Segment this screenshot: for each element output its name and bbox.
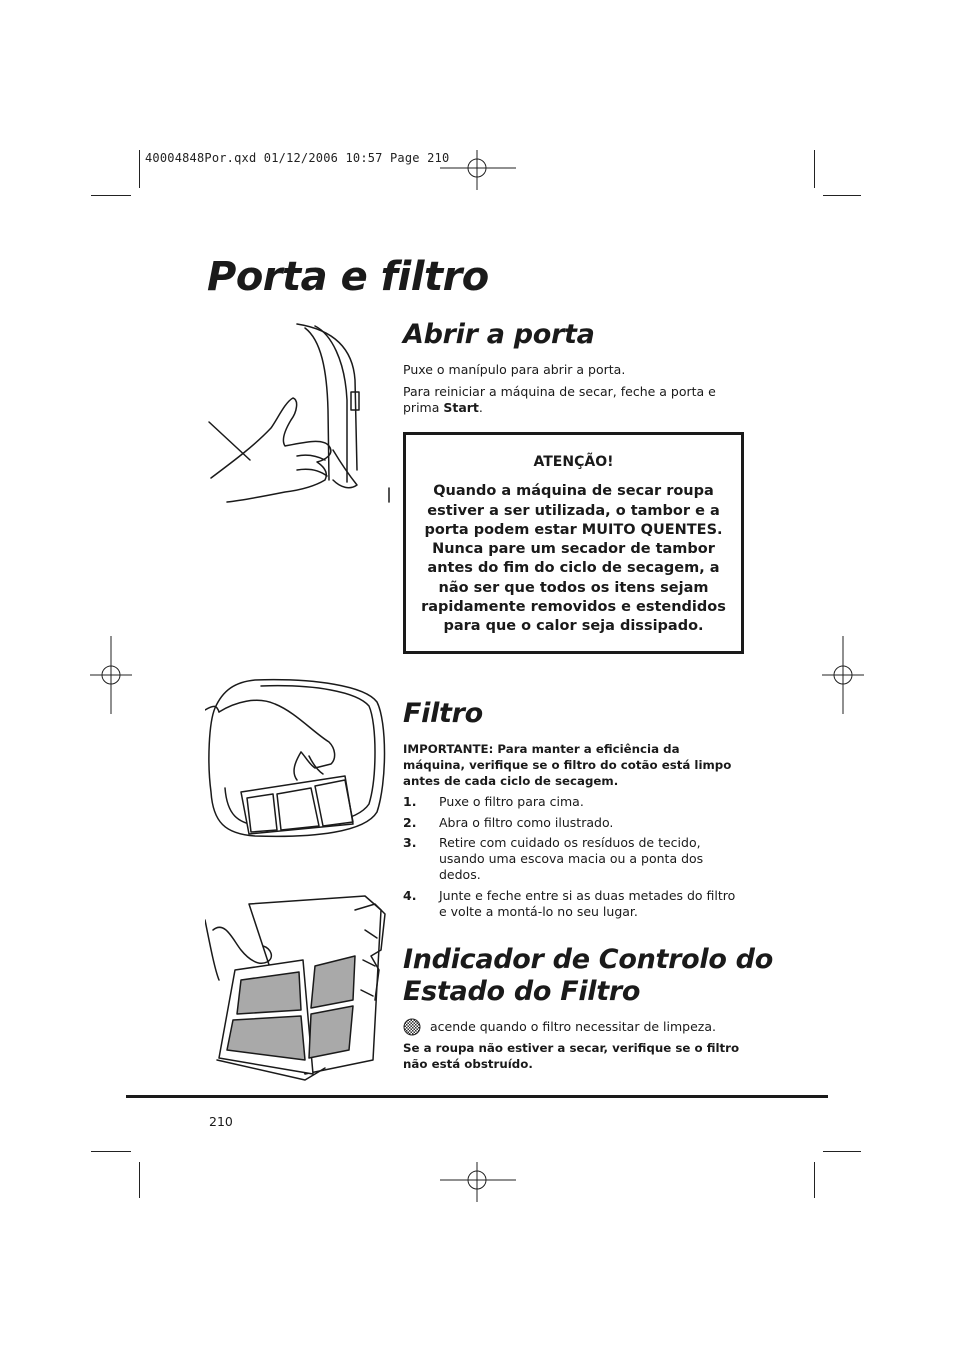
registration-mark-left bbox=[90, 636, 132, 714]
footer-rule bbox=[126, 1095, 828, 1098]
section-heading-indicador: Indicador de Controlo do Estado do Filtro bbox=[403, 944, 773, 1007]
list-item: 3. Retire com cuidado os resíduos de tecido, usando uma escova macia ou a ponta dos dedos. bbox=[403, 835, 704, 882]
list-item: 4. Junte e feche entre si as duas metades do filtro e volte a montá-lo no seu lugar. bbox=[403, 887, 736, 919]
filter-opened-illustration bbox=[205, 890, 395, 1085]
print-slug: 40004848Por.qxd 01/12/2006 10:57 Page 210 bbox=[145, 151, 450, 165]
section-heading-abrir: Abrir a porta bbox=[403, 319, 595, 350]
registration-mark-top bbox=[440, 150, 516, 190]
indicador-note: Se a roupa não estiver a secar, verifique se o filtro não está obstruído. bbox=[403, 1041, 740, 1071]
page-title: Porta e filtro bbox=[207, 254, 489, 300]
warning-message: Quando a máquina de secar roupa estiver a ser utilizada, o tambor e a porta podem estar MUITO QUENTES. Nunca pare um secador de tambor antes do fim do ciclo de secagem, a não ser que todos os itens sejam rapidamente removidos e estendidos para que o calor seja dissipado. bbox=[421, 483, 726, 635]
door-opening-illustration bbox=[205, 320, 395, 505]
warning-box bbox=[403, 432, 744, 654]
filter-indicator-icon bbox=[403, 1018, 421, 1036]
filtro-important-note: IMPORTANTE: Para manter a eficiência da máquina, verifique se o filtro do cotão está limpo antes de cada ciclo de secagem. bbox=[403, 742, 732, 788]
indicador-line bbox=[403, 1018, 743, 1036]
registration-mark-right bbox=[822, 636, 864, 714]
filter-removal-illustration bbox=[205, 672, 390, 842]
indicador-text: acende quando o filtro necessitar de limpeza. bbox=[430, 1019, 716, 1034]
warning-heading: ATENÇÃO! bbox=[533, 454, 614, 470]
page-number: 210 bbox=[209, 1114, 233, 1129]
filtro-steps-list bbox=[403, 794, 743, 924]
registration-mark-bottom bbox=[440, 1162, 516, 1202]
abrir-instruction-2: Para reiniciar a máquina de secar, feche a porta e prima Start. bbox=[403, 384, 716, 415]
list-item: 1. Puxe o filtro para cima. bbox=[403, 794, 584, 809]
list-item: 2. Abra o filtro como ilustrado. bbox=[403, 814, 614, 830]
abrir-instruction-1: Puxe o manípulo para abrir a porta. bbox=[403, 362, 626, 377]
section-heading-filtro: Filtro bbox=[403, 698, 483, 729]
